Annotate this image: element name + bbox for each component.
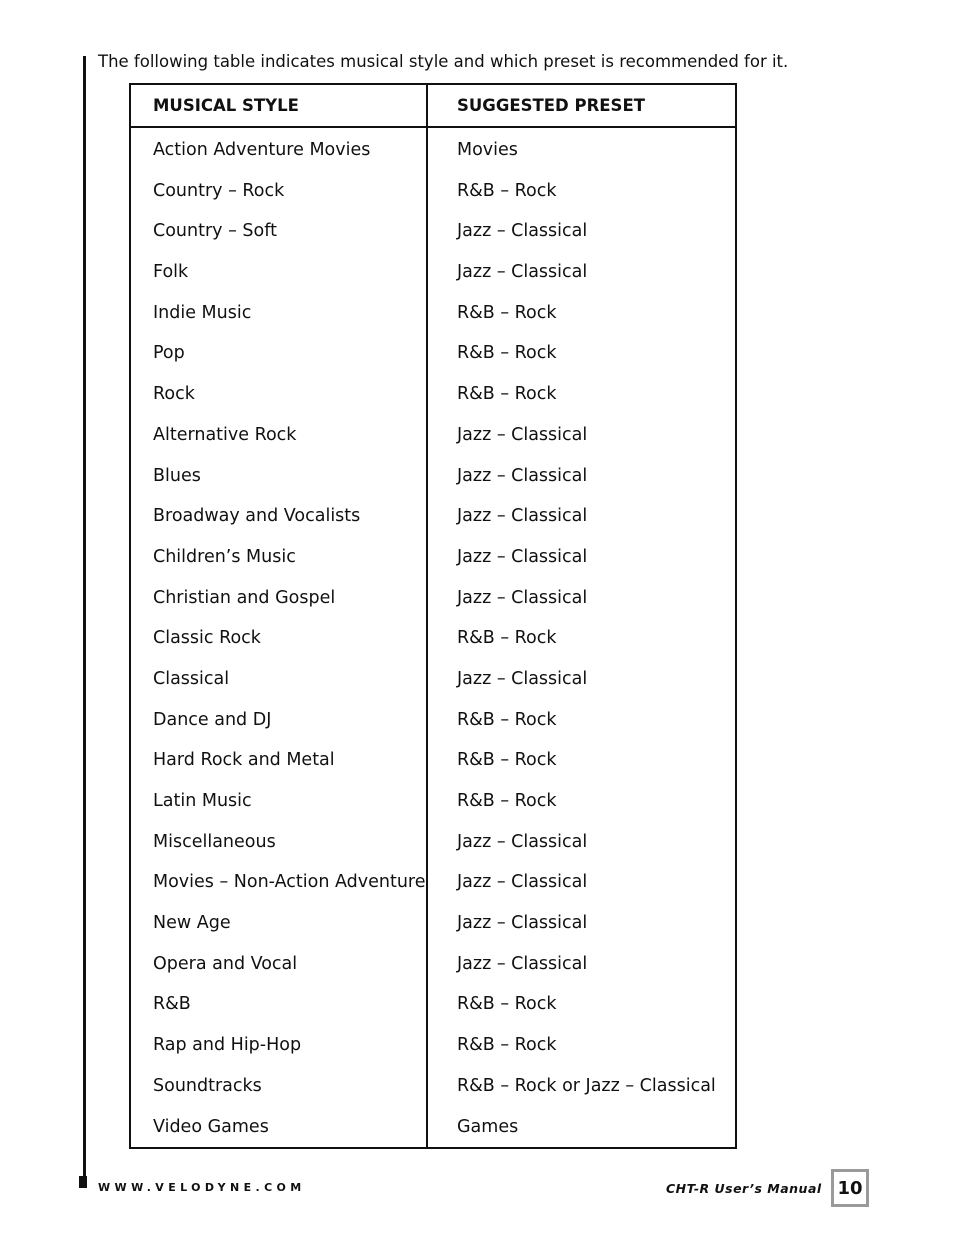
table-row [131,896,735,937]
suggested-preset-cell: Jazz – Classical [457,913,588,934]
table-body [131,128,735,1141]
table-row [131,978,735,1019]
header-suggested-preset: SUGGESTED PRESET [457,96,645,115]
table-row [131,652,735,693]
table-row [131,530,735,571]
suggested-preset-cell: R&B – Rock [457,709,557,730]
musical-style-cell: R&B [153,994,191,1015]
musical-style-cell: Alternative Rock [153,424,297,445]
musical-style-cell: Miscellaneous [153,831,276,852]
suggested-preset-cell: Jazz – Classical [457,546,588,567]
table-row [131,490,735,531]
table-row [131,1059,735,1100]
musical-style-cell: Latin Music [153,791,252,811]
musical-style-cell: Pop [153,343,185,364]
table-row [131,734,735,775]
table-row [131,367,735,408]
musical-style-cell: Christian and Gospel [153,587,336,608]
suggested-preset-cell: Jazz – Classical [457,506,588,527]
preset-table [129,83,737,1149]
table-row [131,571,735,612]
footer-manual-title: CHT-R User’s Manual [666,1181,822,1196]
intro-text: The following table indicates musical style and which preset is recommended for it. [98,52,789,71]
suggested-preset-cell: Jazz – Classical [457,831,588,852]
suggested-preset-cell: R&B – Rock [457,343,557,364]
musical-style-cell: Children’s Music [153,546,296,567]
page-number: 10 [831,1169,869,1207]
musical-style-cell: Indie Music [153,302,252,323]
suggested-preset-cell: Jazz – Classical [457,953,588,974]
table-row [131,612,735,653]
suggested-preset-cell: R&B – Rock [457,791,557,811]
table-row [131,327,735,368]
table-row [131,937,735,978]
musical-style-cell: Hard Rock and Metal [153,750,335,771]
musical-style-cell: Opera and Vocal [153,953,298,974]
suggested-preset-cell: Jazz – Classical [457,262,588,283]
table-row [131,449,735,490]
table-row [131,205,735,246]
margin-rule [83,56,86,1180]
musical-style-cell: Country – Rock [153,180,285,201]
musical-style-cell: Folk [153,262,189,283]
suggested-preset-cell: Jazz – Classical [457,587,588,608]
table-row [131,1100,735,1141]
musical-style-cell: Video Games [153,1116,269,1137]
suggested-preset-cell: R&B – Rock [457,302,557,323]
suggested-preset-cell: R&B – Rock [457,628,557,649]
musical-style-cell: Action Adventure Movies [153,140,371,160]
suggested-preset-cell: Jazz – Classical [457,424,588,445]
suggested-preset-cell: Jazz – Classical [457,221,588,242]
table-row [131,693,735,734]
table-row [131,128,735,164]
musical-style-cell: Movies – Non-Action Adventure [153,872,426,893]
suggested-preset-cell: R&B – Rock or Jazz – Classical [457,1075,716,1096]
suggested-preset-cell: R&B – Rock [457,1035,557,1056]
table-row [131,856,735,897]
suggested-preset-cell: R&B – Rock [457,384,557,405]
musical-style-cell: Soundtracks [153,1075,262,1096]
musical-style-cell: Rock [153,384,195,405]
musical-style-cell: Country – Soft [153,221,277,242]
margin-rule-end [79,1176,87,1188]
musical-style-cell: Rap and Hip-Hop [153,1035,302,1056]
suggested-preset-cell: R&B – Rock [457,750,557,771]
musical-style-cell: Dance and DJ [153,709,272,730]
table-row [131,815,735,856]
suggested-preset-cell: Movies [457,140,518,160]
table-row [131,245,735,286]
suggested-preset-cell: Jazz – Classical [457,465,588,486]
musical-style-cell: Classic Rock [153,628,261,649]
suggested-preset-cell: Games [457,1116,519,1137]
table-row [131,408,735,449]
table-row [131,1018,735,1059]
table-row [131,164,735,205]
table-row [131,774,735,815]
suggested-preset-cell: Jazz – Classical [457,668,588,689]
header-musical-style: MUSICAL STYLE [153,96,299,115]
footer-url: WWW.VELODYNE.COM [98,1181,306,1194]
musical-style-cell: Blues [153,465,201,486]
table-row [131,286,735,327]
suggested-preset-cell: R&B – Rock [457,180,557,201]
musical-style-cell: New Age [153,913,231,934]
musical-style-cell: Classical [153,668,230,689]
musical-style-cell: Broadway and Vocalists [153,506,361,527]
suggested-preset-cell: Jazz – Classical [457,872,588,893]
suggested-preset-cell: R&B – Rock [457,994,557,1015]
